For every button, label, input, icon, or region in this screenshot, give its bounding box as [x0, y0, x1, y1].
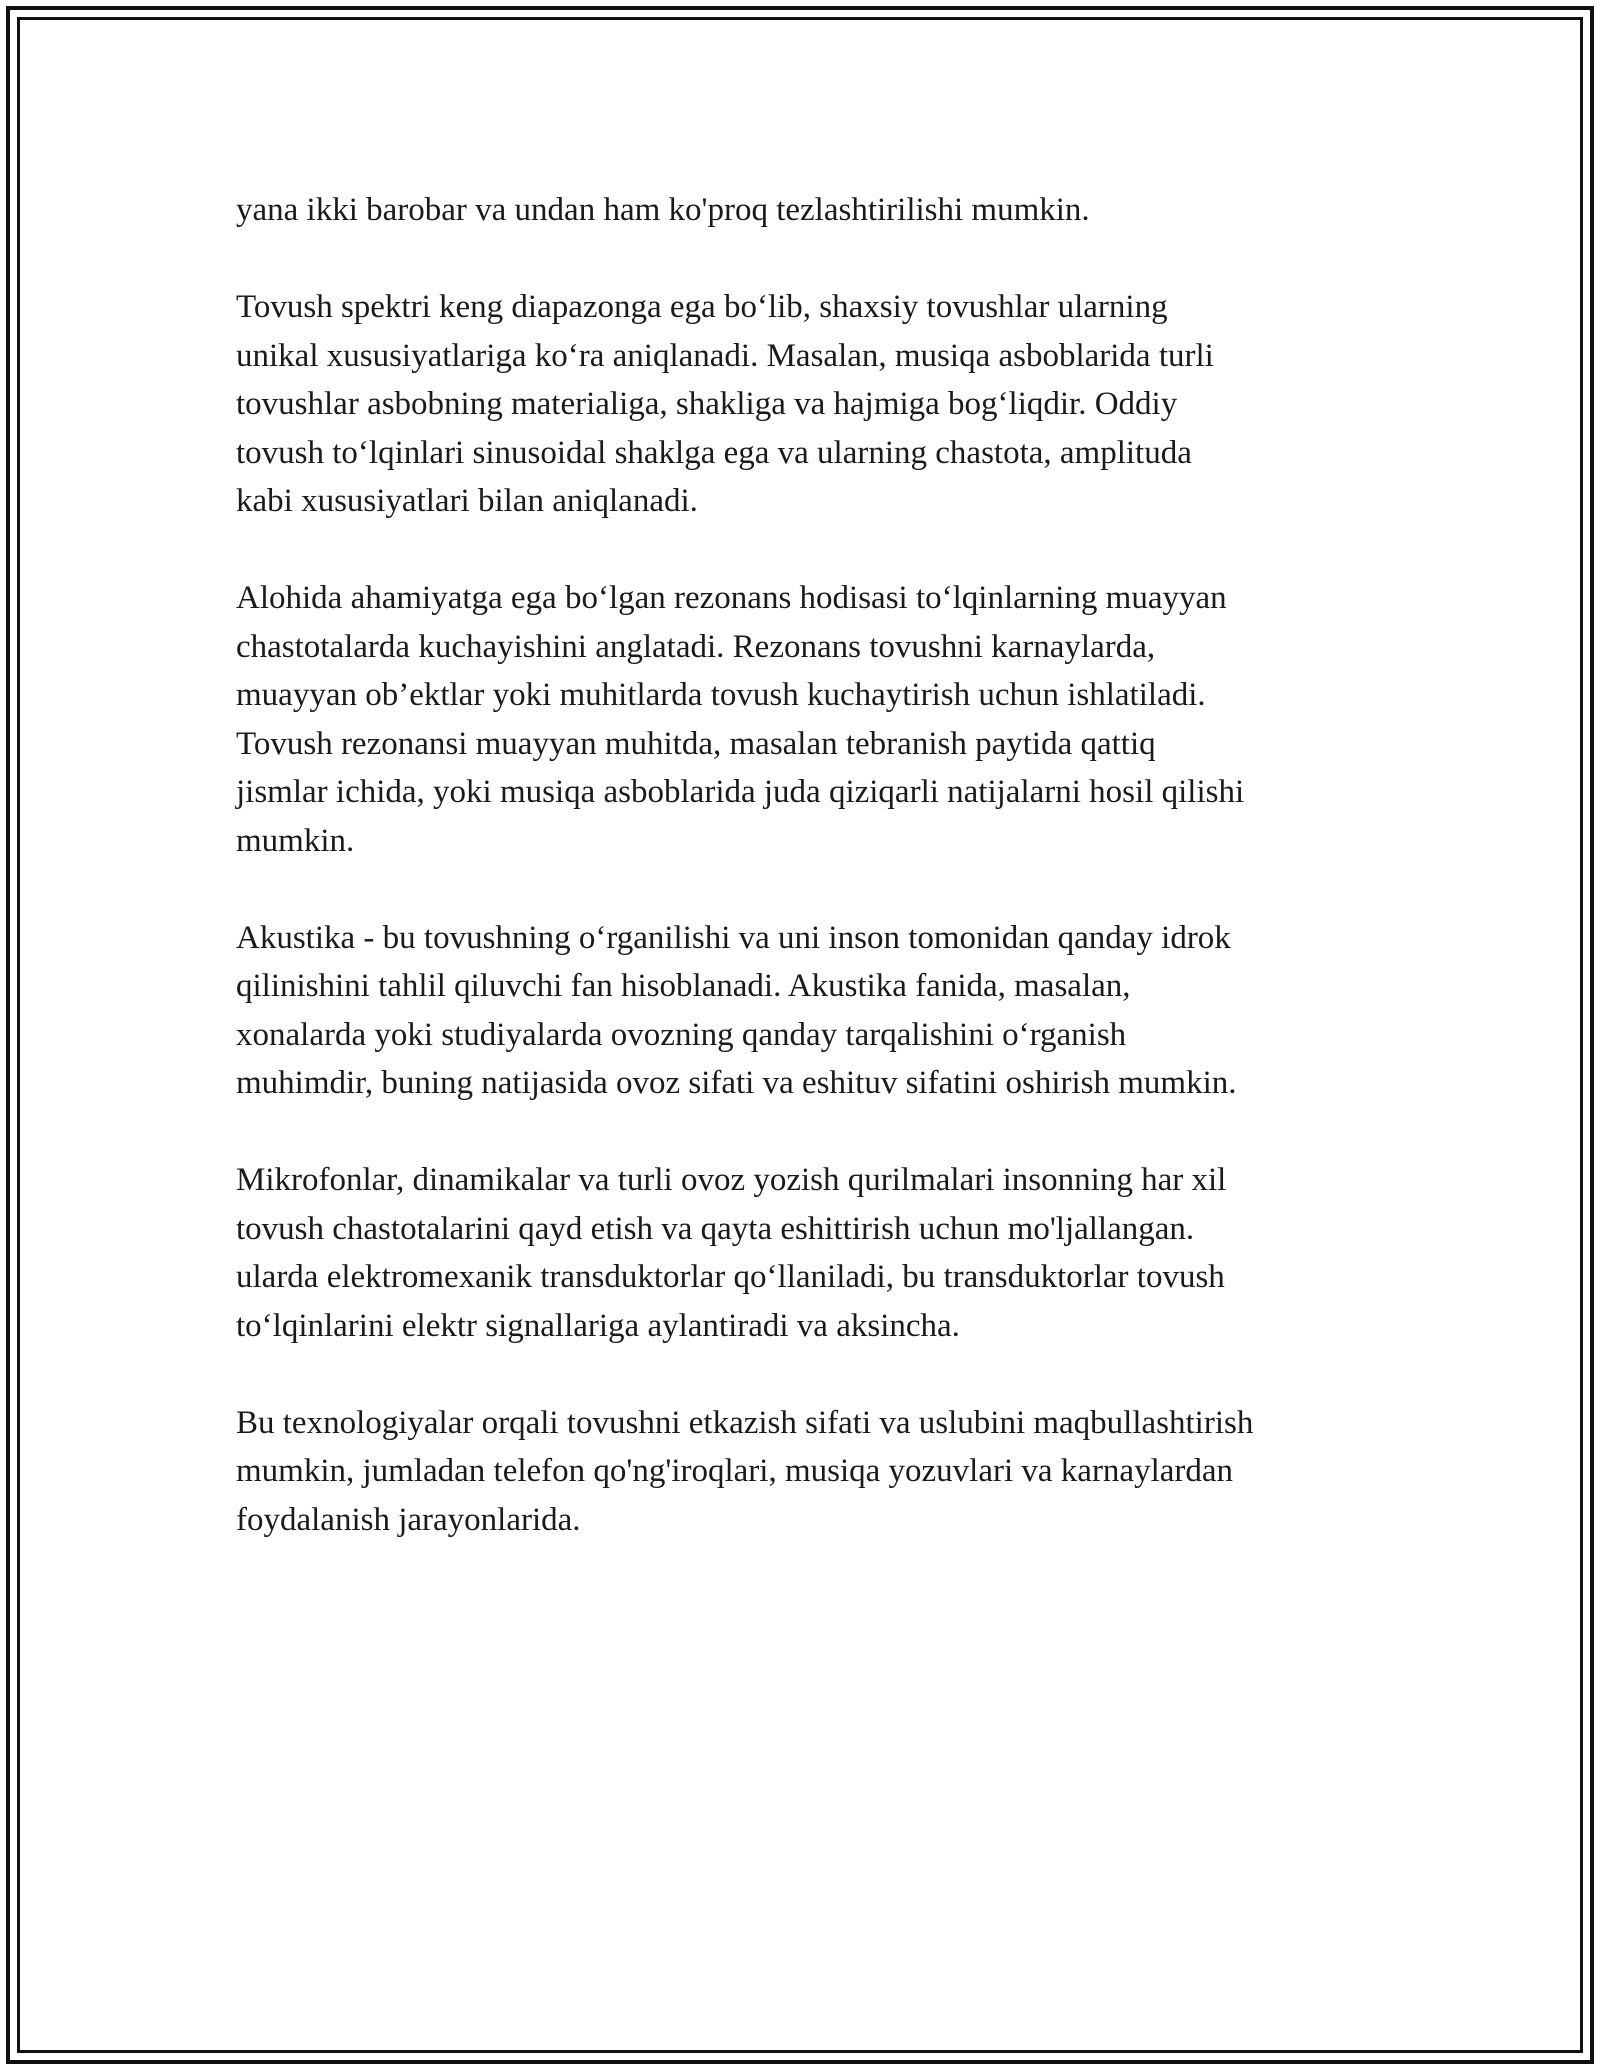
paragraph — [236, 574, 1396, 865]
paragraph — [236, 1156, 1396, 1350]
text-line: Tovush rezonansi muayyan muhitda, masalan tebranish paytida qattiq — [236, 725, 1156, 762]
text-line: ularda elektromexanik transduktorlar qo‘llaniladi, bu transduktorlar tovush — [236, 1259, 1225, 1295]
text-line: tovush chastotalarini qayd etish va qayta eshittirish uchun mo'ljallangan. — [236, 1210, 1195, 1247]
paragraph — [236, 1399, 1396, 1545]
text-line: foydalanish jarayonlarida. — [236, 1501, 581, 1538]
text-line: tovush to‘lqinlari sinusoidal shaklga ega va ularning chastota, amplituda — [236, 434, 1192, 471]
paragraph — [236, 186, 1396, 235]
text-line: xonalarda yoki studiyalarda ovozning qanday tarqalishini o‘rganish — [236, 1016, 1127, 1053]
document-body — [236, 186, 1396, 1593]
text-line: jismlar ichida, yoki musiqa asboblarida juda qiziqarli natijalarni hosil qilishi — [236, 774, 1245, 810]
text-line: Mikrofonlar, dinamikalar va turli ovoz yozish qurilmalari insonning har xil — [236, 1162, 1227, 1198]
text-line: mumkin. — [236, 822, 355, 859]
text-line: Akustika - bu tovushning o‘rganilishi va uni inson tomonidan qanday idrok — [236, 919, 1231, 956]
text-line: muayyan ob’ektlar yoki muhitlarda tovush kuchaytirish uchun ishlatiladi. — [236, 677, 1206, 713]
text-line: Alohida ahamiyatga ega bo‘lgan rezonans hodisasi to‘lqinlarning muayyan — [236, 580, 1227, 616]
paragraph — [236, 283, 1396, 526]
text-line: mumkin, jumladan telefon qo'ng'iroqlari, musiqa yozuvlari va karnaylardan — [236, 1453, 1234, 1489]
text-line: muhimdir, buning natijasida ovoz sifati va eshituv sifatini oshirish mumkin. — [236, 1065, 1237, 1101]
text-line: chastotalarda kuchayishini anglatadi. Rezonans tovushni karnaylarda, — [236, 628, 1156, 665]
text-line: unikal xususiyatlariga ko‘ra aniqlanadi. Masalan, musiqa asboblarida turli — [236, 337, 1214, 374]
text-line: Tovush spektri keng diapazonga ega bo‘lib, shaxsiy tovushlar ularning — [236, 289, 1168, 325]
text-line: tovushlar asbobning materialiga, shakliga va hajmiga bog‘liqdir. Oddiy — [236, 386, 1178, 422]
text-line: kabi xususiyatlari bilan aniqlanadi. — [236, 483, 698, 519]
text-line: Bu texnologiyalar orqali tovushni etkazish sifati va uslubini maqbullashtirish — [236, 1404, 1254, 1441]
text-line: yana ikki barobar va undan ham ko'proq tezlashtirilishi mumkin. — [236, 192, 1090, 228]
text-line: to‘lqinlarini elektr signallariga aylantiradi va aksincha. — [236, 1307, 960, 1344]
paragraph — [236, 914, 1396, 1108]
text-line: qilinishini tahlil qiluvchi fan hisoblanadi. Akustika fanida, masalan, — [236, 968, 1131, 1004]
